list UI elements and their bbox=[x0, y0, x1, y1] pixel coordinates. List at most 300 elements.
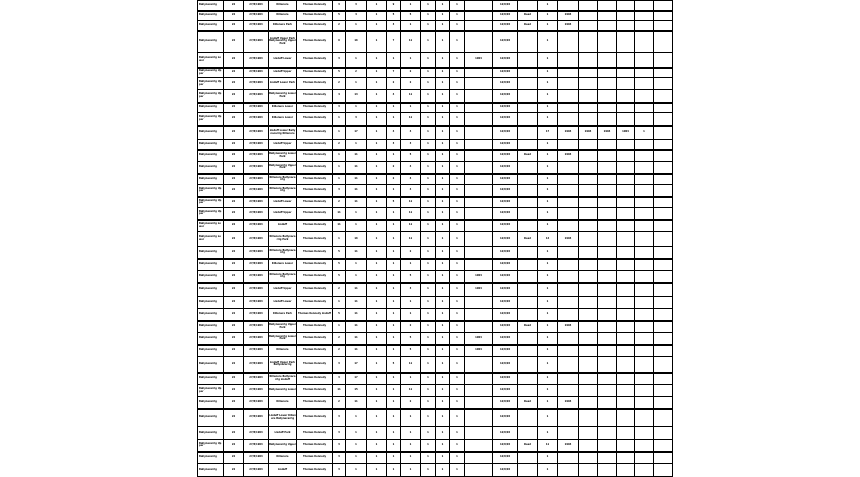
table-cell: 1 bbox=[367, 11, 387, 21]
table-cell: 11 bbox=[333, 220, 346, 232]
table-row bbox=[198, 1, 673, 11]
table-cell bbox=[579, 140, 598, 150]
table-cell bbox=[465, 385, 493, 397]
table-cell: 12/8/04 bbox=[493, 232, 518, 247]
table-cell bbox=[465, 162, 493, 174]
table-cell bbox=[558, 452, 579, 464]
table-cell: 12/8/04 bbox=[493, 357, 518, 373]
table-cell: 12/8/04 bbox=[493, 103, 518, 113]
table-cell: Ballynacarrig bbox=[198, 333, 224, 345]
table-cell: 4 bbox=[401, 185, 421, 197]
table-cell: 27/8/1904 bbox=[244, 427, 269, 440]
table-cell bbox=[518, 297, 538, 309]
table-cell: 1 bbox=[538, 464, 558, 477]
table-cell: 22 bbox=[224, 113, 244, 126]
table-cell: 1 bbox=[367, 126, 387, 140]
table-cell: 1 bbox=[387, 208, 401, 220]
table-cell: 1 bbox=[436, 232, 450, 247]
table-cell: 12/8/04 bbox=[493, 113, 518, 126]
table-cell: 1 bbox=[538, 283, 558, 297]
table-cell: 22 bbox=[224, 373, 244, 385]
table-cell bbox=[617, 150, 635, 162]
table-cell: 1 bbox=[367, 440, 387, 452]
table-cell bbox=[558, 78, 579, 90]
table-cell: Killenure Ballynacarrig bbox=[269, 271, 297, 283]
table-cell: 1 bbox=[367, 409, 387, 427]
table-cell: 5 bbox=[401, 345, 421, 357]
table-cell bbox=[654, 220, 673, 232]
table-cell: 1 bbox=[450, 452, 465, 464]
table-row bbox=[198, 103, 673, 113]
table-cell: 1 bbox=[450, 357, 465, 373]
table-cell: 27/8/1904 bbox=[244, 31, 269, 53]
table-cell: 3 bbox=[333, 440, 346, 452]
table-cell: 11 bbox=[346, 150, 367, 162]
table-cell: 1 bbox=[450, 440, 465, 452]
table-cell: 1 bbox=[538, 427, 558, 440]
table-cell: 1 bbox=[436, 68, 450, 78]
table-cell bbox=[617, 345, 635, 357]
table-cell: 2 bbox=[401, 78, 421, 90]
table-cell: 1 bbox=[333, 232, 346, 247]
table-cell: 12/8/04 bbox=[493, 126, 518, 140]
table-cell: 12/8/04 bbox=[493, 68, 518, 78]
table-cell bbox=[635, 103, 654, 113]
table-cell bbox=[518, 309, 538, 321]
table-cell: 11 bbox=[346, 345, 367, 357]
table-cell: Killenure bbox=[269, 1, 297, 11]
table-cell: 1 bbox=[436, 321, 450, 333]
table-cell: 1 bbox=[450, 68, 465, 78]
table-cell bbox=[465, 452, 493, 464]
table-cell bbox=[654, 321, 673, 333]
table-cell: 1 bbox=[538, 162, 558, 174]
table-cell: Killenure Lower bbox=[269, 103, 297, 113]
table-row bbox=[198, 220, 673, 232]
table-cell bbox=[579, 113, 598, 126]
table-cell bbox=[465, 78, 493, 90]
table-cell: 12/8/04 bbox=[493, 297, 518, 309]
table-cell: 1 bbox=[367, 232, 387, 247]
table-cell bbox=[518, 68, 538, 78]
table-cell: 11 bbox=[346, 309, 367, 321]
table-cell bbox=[598, 21, 617, 31]
table-cell bbox=[518, 208, 538, 220]
table-cell: Killenure Ballynacarrig bbox=[269, 174, 297, 185]
table-cell: Killenure bbox=[269, 11, 297, 21]
table-cell: 22 bbox=[224, 78, 244, 90]
table-cell: 3 bbox=[333, 409, 346, 427]
table-cell: Ballynacarrig bbox=[198, 464, 224, 477]
table-cell: 1904 bbox=[558, 440, 579, 452]
table-cell bbox=[579, 21, 598, 31]
table-cell: 1 bbox=[450, 150, 465, 162]
table-cell: 1 bbox=[401, 309, 421, 321]
table-cell: 4 bbox=[401, 174, 421, 185]
table-cell bbox=[558, 174, 579, 185]
table-cell: 1 bbox=[538, 345, 558, 357]
table-cell bbox=[558, 427, 579, 440]
table-cell: 1 bbox=[367, 357, 387, 373]
table-cell: 1 bbox=[387, 321, 401, 333]
table-cell bbox=[617, 247, 635, 259]
table-cell: 1 bbox=[346, 440, 367, 452]
table-cell: 12/8/04 bbox=[493, 90, 518, 103]
table-cell: 11 bbox=[333, 385, 346, 397]
table-cell: 5 bbox=[401, 271, 421, 283]
table-cell: Ballynacarrig bbox=[198, 1, 224, 11]
table-cell: Thomas Kennedy bbox=[297, 68, 333, 78]
table-cell bbox=[598, 283, 617, 297]
table-cell bbox=[465, 126, 493, 140]
table-cell: 12/8/04 bbox=[493, 427, 518, 440]
table-cell: 1 bbox=[538, 78, 558, 90]
table-cell bbox=[579, 440, 598, 452]
table-cell: 1 bbox=[436, 53, 450, 68]
table-cell: 1 bbox=[436, 113, 450, 126]
table-cell: 1 bbox=[450, 220, 465, 232]
table-cell: 1 bbox=[367, 333, 387, 345]
table-cell bbox=[654, 232, 673, 247]
table-cell bbox=[518, 385, 538, 397]
table-cell bbox=[598, 321, 617, 333]
table-cell: 1 bbox=[367, 150, 387, 162]
table-cell: 1 bbox=[401, 464, 421, 477]
table-cell bbox=[465, 357, 493, 373]
table-cell: 1904 bbox=[465, 283, 493, 297]
table-cell bbox=[598, 150, 617, 162]
table-cell bbox=[635, 271, 654, 283]
table-cell: 1 bbox=[436, 174, 450, 185]
table-row bbox=[198, 150, 673, 162]
table-cell: Ballynacarrig bbox=[198, 373, 224, 385]
table-row bbox=[198, 90, 673, 103]
table-cell bbox=[635, 21, 654, 31]
table-cell: 1 bbox=[436, 1, 450, 11]
table-cell: 1 bbox=[346, 103, 367, 113]
table-row bbox=[198, 208, 673, 220]
table-cell: 22 bbox=[224, 68, 244, 78]
table-cell: 1 bbox=[387, 464, 401, 477]
table-cell bbox=[635, 397, 654, 409]
table-cell: 11 bbox=[401, 220, 421, 232]
table-cell: 4 bbox=[387, 126, 401, 140]
table-cell: 1 bbox=[367, 321, 387, 333]
table-cell: 5 bbox=[401, 150, 421, 162]
table-cell: Thomas Kennedy bbox=[297, 271, 333, 283]
table-cell: 1 bbox=[387, 185, 401, 197]
table-cell: 1 bbox=[367, 427, 387, 440]
table-cell: Lisduff Lower Ballynacarrig Killenure bbox=[269, 126, 297, 140]
table-cell: 12/8/04 bbox=[493, 271, 518, 283]
table-cell: 1904 bbox=[558, 397, 579, 409]
table-cell: 1 bbox=[421, 427, 436, 440]
table-cell: 16 bbox=[346, 31, 367, 53]
table-cell bbox=[635, 31, 654, 53]
table-cell bbox=[598, 397, 617, 409]
table-cell bbox=[617, 31, 635, 53]
table-cell: Thomas Kennedy bbox=[297, 90, 333, 103]
table-cell: 12/8/04 bbox=[493, 31, 518, 53]
table-cell bbox=[518, 78, 538, 90]
table-cell: 1 bbox=[346, 427, 367, 440]
table-cell: 4 bbox=[401, 162, 421, 174]
table-row bbox=[198, 440, 673, 452]
table-cell: 2 bbox=[333, 397, 346, 409]
table-cell bbox=[558, 283, 579, 297]
table-cell bbox=[558, 185, 579, 197]
table-cell: 12/8/04 bbox=[493, 162, 518, 174]
table-cell: 1 bbox=[367, 31, 387, 53]
table-cell: 1 bbox=[450, 271, 465, 283]
table-cell: 1 bbox=[367, 1, 387, 11]
table-cell: 3 bbox=[333, 427, 346, 440]
table-cell: 27/8/1904 bbox=[244, 1, 269, 11]
table-cell: 1904 bbox=[465, 333, 493, 345]
table-cell: 27/8/1904 bbox=[244, 113, 269, 126]
table-cell: 1 bbox=[421, 197, 436, 208]
table-cell bbox=[579, 283, 598, 297]
table-cell: 27/8/1904 bbox=[244, 140, 269, 150]
table-cell bbox=[518, 126, 538, 140]
table-cell: 1 bbox=[450, 126, 465, 140]
table-cell bbox=[598, 440, 617, 452]
table-cell: 1 bbox=[538, 321, 558, 333]
table-cell bbox=[518, 357, 538, 373]
table-cell: 22 bbox=[224, 220, 244, 232]
table-cell: 7 bbox=[387, 31, 401, 53]
table-cell: 1 bbox=[421, 271, 436, 283]
table-cell: 22 bbox=[224, 271, 244, 283]
table-cell bbox=[635, 1, 654, 11]
table-cell bbox=[598, 427, 617, 440]
table-cell: 16 bbox=[346, 232, 367, 247]
table-cell: 1 bbox=[436, 345, 450, 357]
table-cell: 7 bbox=[387, 68, 401, 78]
table-cell: 12/8/04 bbox=[493, 259, 518, 271]
table-cell: 1 bbox=[538, 21, 558, 31]
table-cell: 1 bbox=[401, 103, 421, 113]
table-cell: 1 bbox=[401, 452, 421, 464]
table-cell: 27/8/1904 bbox=[244, 162, 269, 174]
table-cell bbox=[579, 11, 598, 21]
table-cell: Lisduff Upper bbox=[269, 140, 297, 150]
table-cell: 1 bbox=[421, 185, 436, 197]
table-cell bbox=[617, 464, 635, 477]
table-cell: 22 bbox=[224, 321, 244, 333]
table-cell: 1 bbox=[436, 283, 450, 297]
table-cell: Thomas Kennedy bbox=[297, 197, 333, 208]
table-cell: 1 bbox=[346, 452, 367, 464]
table-cell: 1 bbox=[450, 1, 465, 11]
table-cell: 11 bbox=[346, 197, 367, 208]
table-cell: 5 bbox=[387, 11, 401, 21]
table-cell bbox=[654, 1, 673, 11]
table-cell: Ballynacarrig Upper bbox=[198, 208, 224, 220]
table-cell bbox=[617, 68, 635, 78]
table-cell bbox=[579, 90, 598, 103]
table-cell: 1 bbox=[367, 385, 387, 397]
table-cell bbox=[598, 162, 617, 174]
table-cell: 1 bbox=[538, 68, 558, 78]
table-cell bbox=[518, 345, 538, 357]
table-cell: 1 bbox=[436, 309, 450, 321]
table-cell bbox=[558, 309, 579, 321]
table-cell bbox=[617, 21, 635, 31]
table-row bbox=[198, 162, 673, 174]
table-cell: 1 bbox=[346, 53, 367, 68]
table-cell bbox=[635, 409, 654, 427]
table-cell: Ballynacarrig bbox=[198, 174, 224, 185]
table-cell: 17 bbox=[346, 373, 367, 385]
table-cell: 12/8/04 bbox=[493, 397, 518, 409]
table-cell: 12/8/04 bbox=[493, 309, 518, 321]
table-cell: 1 bbox=[346, 464, 367, 477]
table-cell: 1 bbox=[538, 333, 558, 345]
table-cell bbox=[635, 440, 654, 452]
table-cell: 1 bbox=[436, 452, 450, 464]
table-cell: Killenure Park bbox=[269, 21, 297, 31]
table-cell: Lisduff Upper bbox=[269, 283, 297, 297]
table-cell: Ballynacarrig bbox=[198, 21, 224, 31]
table-cell: Lisduff Lower Killenure Ballynacarrig bbox=[269, 409, 297, 427]
table-cell: Killenure bbox=[269, 452, 297, 464]
table-cell bbox=[617, 283, 635, 297]
table-cell bbox=[518, 1, 538, 11]
table-cell: 5 bbox=[333, 271, 346, 283]
table-cell: 3 bbox=[333, 357, 346, 373]
table-cell bbox=[617, 409, 635, 427]
table-cell: 22 bbox=[224, 185, 244, 197]
table-cell: 27/8/1904 bbox=[244, 78, 269, 90]
table-cell bbox=[654, 150, 673, 162]
table-cell: 1 bbox=[401, 21, 421, 31]
table-cell: 1 bbox=[367, 464, 387, 477]
table-cell: 1 bbox=[436, 78, 450, 90]
table-cell: Ballynacarrig bbox=[198, 259, 224, 271]
table-cell bbox=[654, 90, 673, 103]
table-cell: 1 bbox=[367, 259, 387, 271]
table-cell: 1 bbox=[421, 385, 436, 397]
table-cell bbox=[635, 333, 654, 345]
table-cell: 12/8/04 bbox=[493, 197, 518, 208]
table-cell bbox=[465, 297, 493, 309]
table-cell: Dead bbox=[518, 397, 538, 409]
table-cell bbox=[635, 247, 654, 259]
table-cell bbox=[617, 357, 635, 373]
table-cell bbox=[598, 373, 617, 385]
table-cell: 27/8/1904 bbox=[244, 53, 269, 68]
table-cell: 1 bbox=[436, 440, 450, 452]
table-cell: Thomas Kennedy bbox=[297, 464, 333, 477]
table-cell bbox=[465, 11, 493, 21]
table-cell: Thomas Kennedy bbox=[297, 385, 333, 397]
table-cell bbox=[558, 220, 579, 232]
table-cell: 11 bbox=[401, 385, 421, 397]
table-cell bbox=[518, 373, 538, 385]
table-cell: 1 bbox=[401, 259, 421, 271]
table-cell: 1 bbox=[346, 208, 367, 220]
table-cell: Ballynacarrig Upper bbox=[269, 440, 297, 452]
table-cell: 1 bbox=[538, 385, 558, 397]
table-cell: 1 bbox=[367, 162, 387, 174]
table-cell: 1 bbox=[450, 208, 465, 220]
table-cell: 1 bbox=[367, 345, 387, 357]
table-cell: 11 bbox=[346, 247, 367, 259]
table-cell: 1 bbox=[421, 333, 436, 345]
table-cell: 1 bbox=[421, 78, 436, 90]
table-cell: 1 bbox=[436, 90, 450, 103]
table-cell: 1 bbox=[421, 1, 436, 11]
table-cell: 1 bbox=[538, 31, 558, 53]
table-cell bbox=[617, 259, 635, 271]
table-cell: 1 bbox=[421, 90, 436, 103]
table-cell: 27/8/1904 bbox=[244, 150, 269, 162]
table-cell bbox=[579, 1, 598, 11]
census-table bbox=[197, 0, 673, 477]
table-cell: 1 bbox=[538, 11, 558, 21]
table-cell bbox=[617, 297, 635, 309]
table-cell: Thomas Kennedy bbox=[297, 150, 333, 162]
table-cell: 22 bbox=[224, 259, 244, 271]
table-cell bbox=[465, 440, 493, 452]
table-cell: 3 bbox=[401, 283, 421, 297]
table-cell bbox=[465, 309, 493, 321]
table-cell bbox=[465, 321, 493, 333]
table-cell bbox=[518, 220, 538, 232]
table-cell: Killenure Lower bbox=[269, 259, 297, 271]
table-cell: Ballynacarrig Upper bbox=[198, 197, 224, 208]
table-cell bbox=[558, 373, 579, 385]
table-row bbox=[198, 283, 673, 297]
table-cell: 1 bbox=[387, 297, 401, 309]
table-cell: 1 bbox=[450, 309, 465, 321]
table-cell bbox=[635, 53, 654, 68]
table-cell: 1 bbox=[367, 208, 387, 220]
table-cell bbox=[654, 464, 673, 477]
table-cell: Ballynacarrig bbox=[198, 31, 224, 53]
table-cell: 1 bbox=[387, 409, 401, 427]
table-cell bbox=[598, 345, 617, 357]
table-cell: 3 bbox=[401, 140, 421, 150]
table-row bbox=[198, 11, 673, 21]
table-cell: 1 bbox=[538, 259, 558, 271]
table-cell: 1 bbox=[421, 174, 436, 185]
table-cell: Dead bbox=[518, 11, 538, 21]
table-cell bbox=[518, 90, 538, 103]
table-cell: 27/8/1904 bbox=[244, 297, 269, 309]
table-cell: 3 bbox=[387, 140, 401, 150]
table-cell: Thomas Kennedy bbox=[297, 78, 333, 90]
table-cell: Thomas Kennedy bbox=[297, 373, 333, 385]
table-cell: 22 bbox=[224, 297, 244, 309]
table-cell: 1 bbox=[401, 1, 421, 11]
table-cell: 22 bbox=[224, 397, 244, 409]
table-cell: 12/8/04 bbox=[493, 1, 518, 11]
table-cell: 1 bbox=[367, 78, 387, 90]
table-cell bbox=[654, 21, 673, 31]
table-cell: 27/8/1904 bbox=[244, 309, 269, 321]
table-cell: Dead bbox=[518, 150, 538, 162]
table-cell bbox=[617, 321, 635, 333]
table-cell bbox=[617, 197, 635, 208]
table-cell bbox=[465, 185, 493, 197]
table-cell: 1 bbox=[333, 113, 346, 126]
table-cell: 1 bbox=[538, 309, 558, 321]
table-cell bbox=[635, 78, 654, 90]
table-cell: 11 bbox=[401, 113, 421, 126]
table-cell: 3 bbox=[333, 103, 346, 113]
